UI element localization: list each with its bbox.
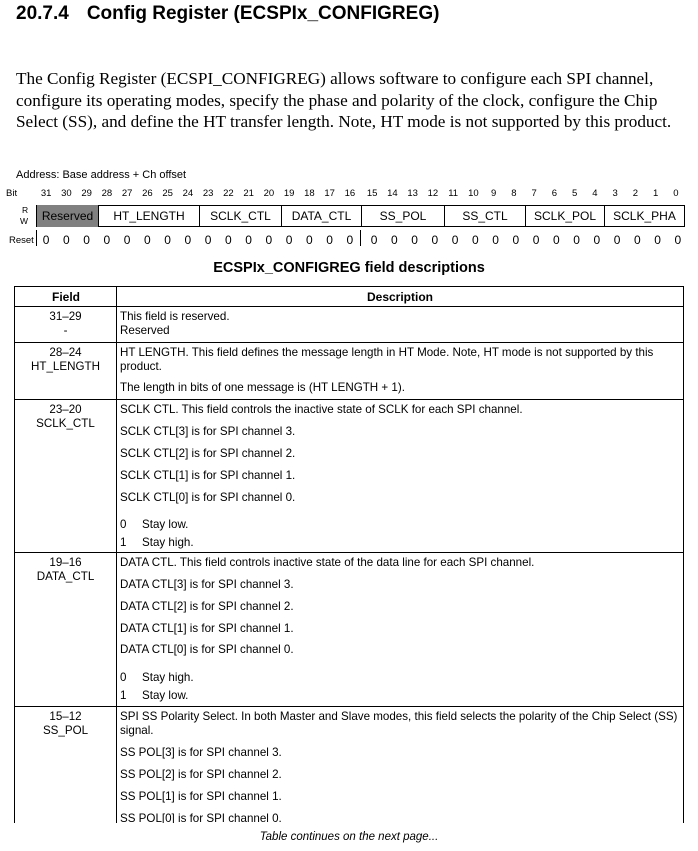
register-address: Address: Base address + Ch offset <box>16 169 187 181</box>
bit-number: 30 <box>61 188 72 199</box>
register-field-sclk-pha: SCLK_PHA <box>604 205 685 227</box>
bit-number: 26 <box>142 188 153 199</box>
reset-value: 0 <box>553 233 560 247</box>
table-row-data-ctl <box>15 553 683 707</box>
description-line: DATA CTL. This field controls inactive state of the data line for each SPI channel. <box>120 556 535 569</box>
description-line: SCLK CTL[0] is for SPI channel 0. <box>120 491 296 504</box>
register-diagram <box>0 188 698 248</box>
table-row-ss-pol <box>15 707 683 823</box>
description-line: This field is reserved. <box>120 310 230 323</box>
reset-value: 0 <box>674 233 682 247</box>
bit-row-label: Bit <box>6 188 18 199</box>
reset-value: 0 <box>123 233 131 247</box>
register-field-reserved: Reserved <box>36 205 98 227</box>
bit-number: 25 <box>162 188 173 199</box>
reset-value: 0 <box>451 233 459 247</box>
register-field-sclk-ctl: SCLK_CTL <box>199 205 281 227</box>
table-title: ECSPIx_CONFIGREG field descriptions <box>213 260 485 276</box>
bit-number: 2 <box>632 188 639 199</box>
reset-value: 0 <box>472 233 479 247</box>
description-paragraph: HT LENGTH. This field defines the message length in HT Mode. Note, HT mode is not supported by this product. <box>120 346 654 373</box>
field-bits: 15–12 <box>49 710 82 723</box>
value-key: 0 <box>120 518 127 531</box>
description-line: Reserved <box>120 324 170 337</box>
bit-number: 9 <box>490 188 497 199</box>
reset-value: 0 <box>613 233 621 247</box>
bit-number: 17 <box>324 188 335 199</box>
reset-value: 0 <box>144 233 151 247</box>
description-line: SS POL[2] is for SPI channel 2. <box>120 768 282 781</box>
field-bits: 31–29 <box>49 310 82 323</box>
bit-number: 8 <box>511 188 517 199</box>
field-bits: 19–16 <box>49 556 82 569</box>
reset-value: 0 <box>103 233 111 247</box>
value-text: Stay high. <box>142 536 194 549</box>
value-key: 1 <box>120 536 127 549</box>
description-line: DATA CTL[1] is for SPI channel 1. <box>120 622 294 635</box>
value-text: Stay low. <box>142 518 189 531</box>
bit-number: 18 <box>304 188 315 199</box>
reset-value: 0 <box>245 233 252 247</box>
bit-number: 1 <box>652 188 659 199</box>
table-row-sclk-ctl <box>15 400 683 553</box>
reset-value: 0 <box>370 233 378 247</box>
description-line: SS POL[3] is for SPI channel 3. <box>120 746 282 759</box>
table-row-ht-length <box>15 343 683 400</box>
description-line: SCLK CTL[1] is for SPI channel 1. <box>120 469 296 482</box>
reset-value: 0 <box>42 233 50 247</box>
field-cell <box>15 710 116 738</box>
reset-value: 0 <box>492 233 499 247</box>
description-line: SCLK CTL[2] is for SPI channel 2. <box>120 447 296 460</box>
reset-value: 0 <box>326 233 333 247</box>
bit-number: 23 <box>202 188 214 199</box>
read-row-label: R <box>22 205 29 215</box>
description-line: SS POL[0] is for SPI channel 0. <box>120 812 282 823</box>
field-cell <box>15 556 116 584</box>
field-name: - <box>63 324 68 337</box>
bit-number: 7 <box>531 188 537 199</box>
reset-value: 0 <box>512 233 520 247</box>
reset-value: 0 <box>654 233 661 247</box>
register-field-data-ctl: DATA_CTL <box>281 205 361 227</box>
register-field-ss-pol: SS_POL <box>361 205 444 227</box>
bit-number: 24 <box>182 188 194 199</box>
field-bits: 23–20 <box>49 403 82 416</box>
write-row-label: W <box>20 216 29 226</box>
description-paragraph: SPI SS Polarity Select. In both Master and Slave modes, this field selects the polarity of the Chip Select (SS) signal. <box>120 710 678 737</box>
reset-value: 0 <box>63 233 70 247</box>
reset-divider-mid <box>360 230 361 246</box>
intro-paragraph: The Config Register (ECSPI_CONFIGREG) allows software to configure each SPI channel, configure its operating modes, specify the phase and polarity of the clock, configure the Chip Select (SS), and define the HT transfer length. Note, HT mode is not supported by this product. <box>16 69 672 131</box>
description-line: DATA CTL[2] is for SPI channel 2. <box>120 600 294 613</box>
reset-value: 0 <box>411 233 418 247</box>
reset-value: 0 <box>532 233 540 247</box>
reset-value: 0 <box>391 233 398 247</box>
table-row-reserved <box>15 307 683 343</box>
field-cell <box>15 310 116 338</box>
reset-value: 0 <box>164 233 171 247</box>
reset-value: 0 <box>83 233 90 247</box>
bit-number: 13 <box>407 188 418 199</box>
bit-number: 3 <box>612 188 618 199</box>
field-descriptions-table <box>14 286 684 823</box>
description-line: SCLK CTL. This field controls the inactive state of SCLK for each SPI channel. <box>120 403 523 416</box>
register-field-ss-ctl: SS_CTL <box>444 205 525 227</box>
bit-number: 27 <box>121 188 133 199</box>
reset-value: 0 <box>225 233 232 247</box>
reset-value: 0 <box>184 233 192 247</box>
bit-number: 5 <box>571 188 578 199</box>
bit-number: 20 <box>263 188 275 199</box>
bit-number: 14 <box>387 188 398 199</box>
bit-number: 0 <box>673 188 679 199</box>
bit-number: 6 <box>551 188 558 199</box>
reset-value: 0 <box>346 233 354 247</box>
section-heading <box>16 3 439 25</box>
reset-row-label: Reset <box>9 235 34 246</box>
reset-value: 0 <box>593 233 601 247</box>
field-name: HT_LENGTH <box>31 360 100 373</box>
reset-divider-left <box>36 230 37 246</box>
field-cell <box>15 346 116 374</box>
reset-value: 0 <box>306 233 313 247</box>
value-key: 0 <box>120 671 127 684</box>
description-line: SS POL[1] is for SPI channel 1. <box>120 790 282 803</box>
bit-number: 22 <box>223 188 234 199</box>
bit-number: 21 <box>243 188 254 199</box>
value-text: Stay high. <box>142 671 194 684</box>
description-line: DATA CTL[3] is for SPI channel 3. <box>120 578 294 591</box>
reset-value: 0 <box>634 233 641 247</box>
table-header-row <box>15 287 683 307</box>
register-field-ht-length: HT_LENGTH <box>98 205 199 227</box>
reset-value: 0 <box>431 233 439 247</box>
bit-number: 4 <box>592 188 598 199</box>
register-field-sclk-pol: SCLK_POL <box>525 205 604 227</box>
value-text: Stay low. <box>142 689 189 702</box>
value-key: 1 <box>120 689 127 702</box>
bit-number: 29 <box>81 188 92 199</box>
reset-value: 0 <box>204 233 212 247</box>
section-number: 20.7.4 <box>16 3 69 24</box>
table-continues-note: Table continues on the next page... <box>259 831 439 843</box>
reset-value: 0 <box>573 233 580 247</box>
bit-number: 12 <box>427 188 439 199</box>
bit-number: 28 <box>101 188 113 199</box>
field-name: SS_POL <box>42 724 89 737</box>
reset-value: 0 <box>265 233 273 247</box>
description-line: The length in bits of one message is (HT LENGTH + 1). <box>120 381 405 394</box>
section-title: Config Register (ECSPIx_CONFIGREG) <box>86 3 440 24</box>
bit-number: 19 <box>283 188 295 199</box>
bit-number: 11 <box>448 188 459 199</box>
field-bits: 28–24 <box>49 346 82 359</box>
field-column-header: Field <box>51 290 80 304</box>
description-column-header: Description <box>366 290 433 304</box>
field-name: SCLK_CTL <box>36 417 95 430</box>
bit-number: 31 <box>40 188 52 199</box>
bit-number: 16 <box>344 188 356 199</box>
description-line: DATA CTL[0] is for SPI channel 0. <box>120 643 294 656</box>
bit-number: 10 <box>468 188 479 199</box>
field-cell <box>15 403 116 431</box>
description-line: SCLK CTL[3] is for SPI channel 3. <box>120 425 296 438</box>
bit-number: 15 <box>366 188 378 199</box>
reset-value: 0 <box>285 233 293 247</box>
field-name: DATA_CTL <box>36 570 95 583</box>
